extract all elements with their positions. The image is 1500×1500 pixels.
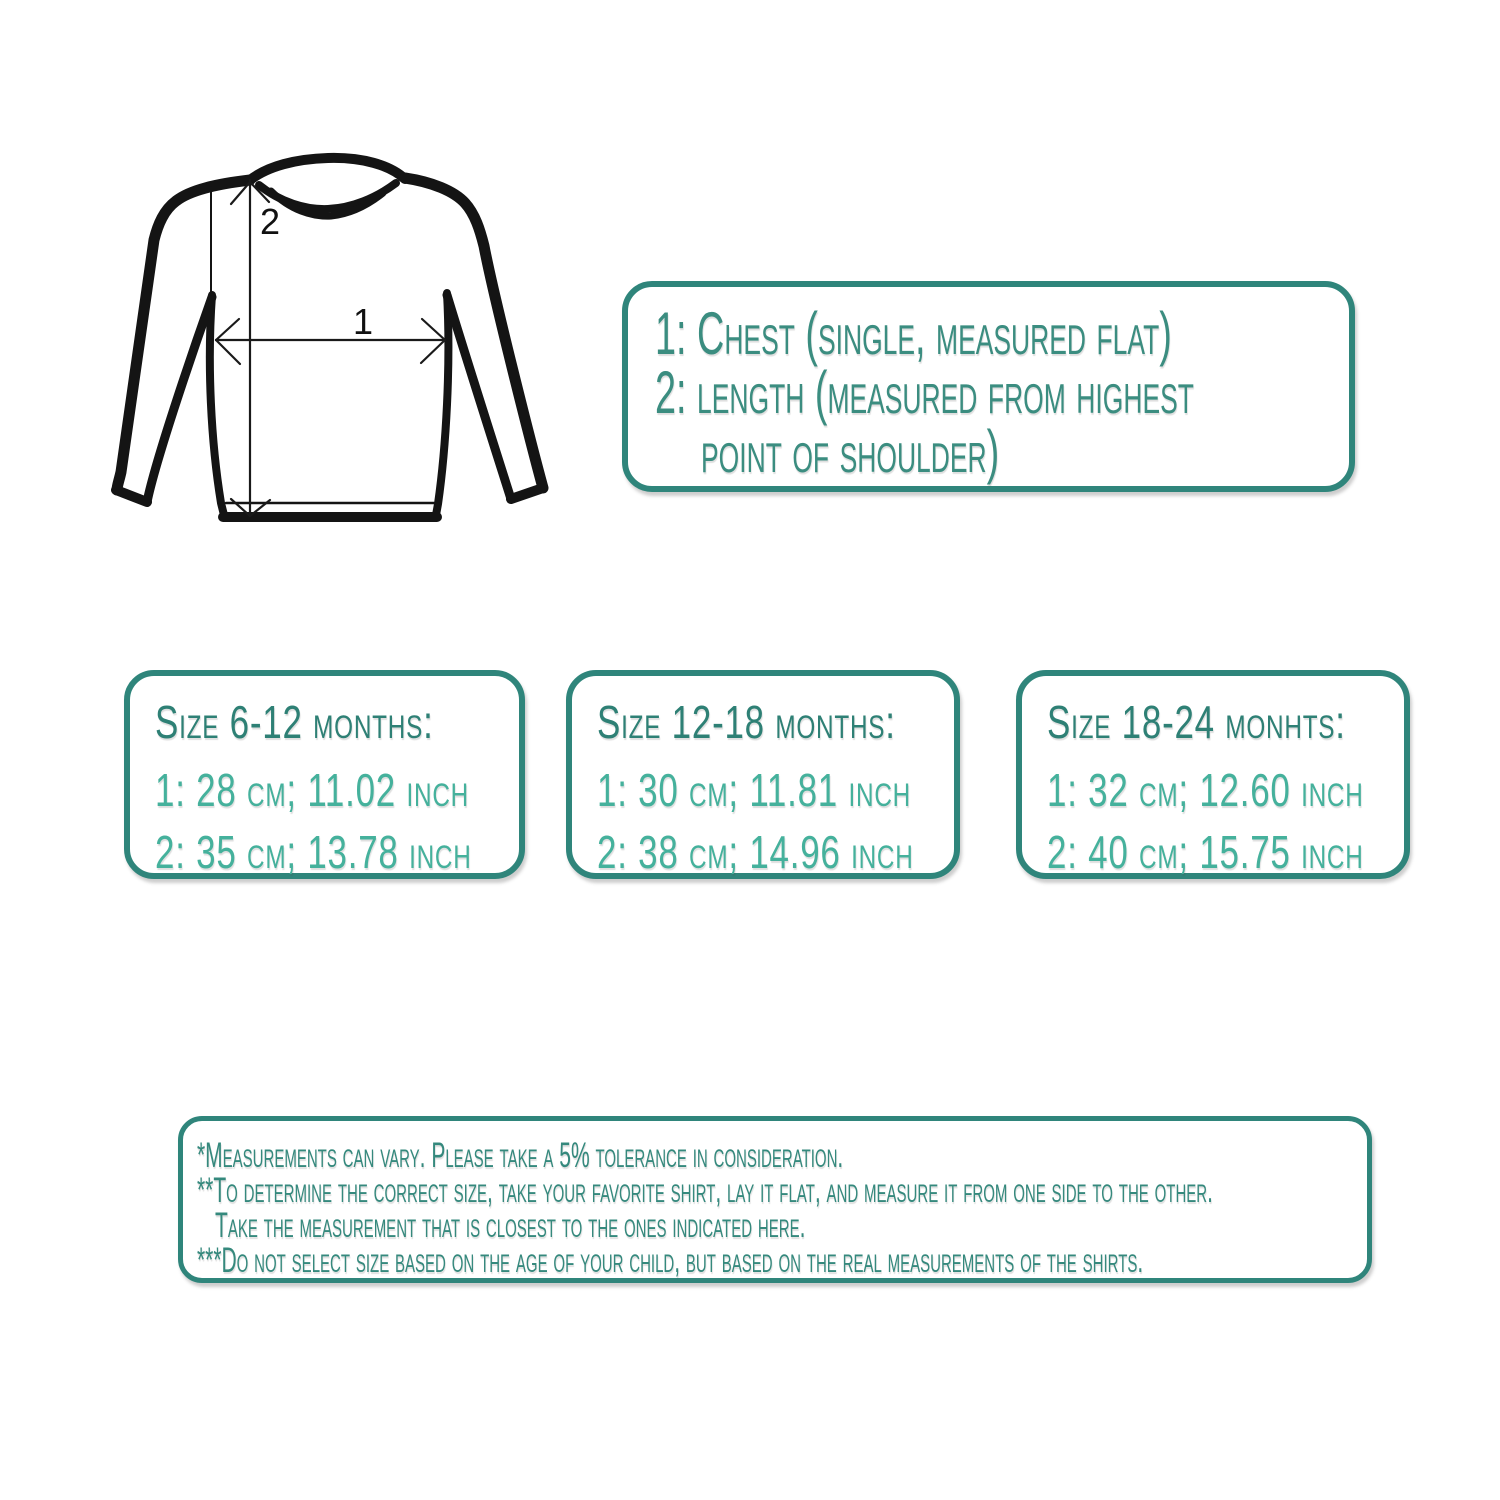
footnote-age-warning: ***Do not select size based on the age of your child, but based on the real measurements of the shirts.	[197, 1241, 1144, 1280]
footnote-tolerance: *Measurements can vary. Please take a 5% tolerance in consideration.	[197, 1136, 844, 1175]
legend-line-length-cont: point of shoulder)	[701, 418, 1000, 485]
size-card-12-18-months	[566, 670, 960, 879]
shirt-diagram	[100, 140, 560, 540]
length-measurement: 2: 40 cm; 15.75 inch	[1047, 826, 1364, 878]
length-label: 2	[260, 201, 281, 242]
legend-line-chest: 1: Chest (single, measured flat)	[655, 300, 1172, 367]
shirt-diagram-svg	[100, 140, 560, 540]
footnote-how-to-measure-cont: Take the measurement that is closest to the ones indicated here.	[215, 1206, 806, 1245]
size-card-title: Size 12-18 months:	[597, 696, 896, 748]
size-card-6-12-months	[124, 670, 525, 879]
left-sleeve-outer	[117, 180, 250, 490]
chest-label: 1	[353, 301, 374, 342]
right-sleeve-outer	[405, 178, 543, 488]
measure-legend-box	[622, 281, 1355, 492]
length-measurement: 2: 38 cm; 14.96 inch	[597, 826, 914, 878]
right-body-side	[436, 293, 448, 515]
footnotes-box	[178, 1116, 1372, 1283]
legend-line-length: 2: length (measured from highest	[655, 359, 1194, 426]
length-measurement: 2: 35 cm; 13.78 inch	[155, 826, 472, 878]
chest-measurement: 1: 32 cm; 12.60 inch	[1047, 764, 1364, 816]
chest-measurement: 1: 30 cm; 11.81 inch	[597, 764, 911, 816]
chest-measurement: 1: 28 cm; 11.02 inch	[155, 764, 469, 816]
size-card-title: Size 6-12 months:	[155, 696, 434, 748]
left-sleeve-inner	[147, 297, 212, 502]
footnote-how-to-measure: **To determine the correct size, take your favorite shirt, lay it flat, and measure it from one side to the other.	[197, 1171, 1213, 1210]
collar-outer	[250, 158, 405, 180]
size-card-18-24-months	[1016, 670, 1410, 879]
left-cuff	[116, 490, 147, 502]
right-cuff	[511, 488, 543, 499]
left-body-side	[210, 295, 224, 515]
size-card-title: Size 18-24 monhts:	[1047, 696, 1346, 748]
